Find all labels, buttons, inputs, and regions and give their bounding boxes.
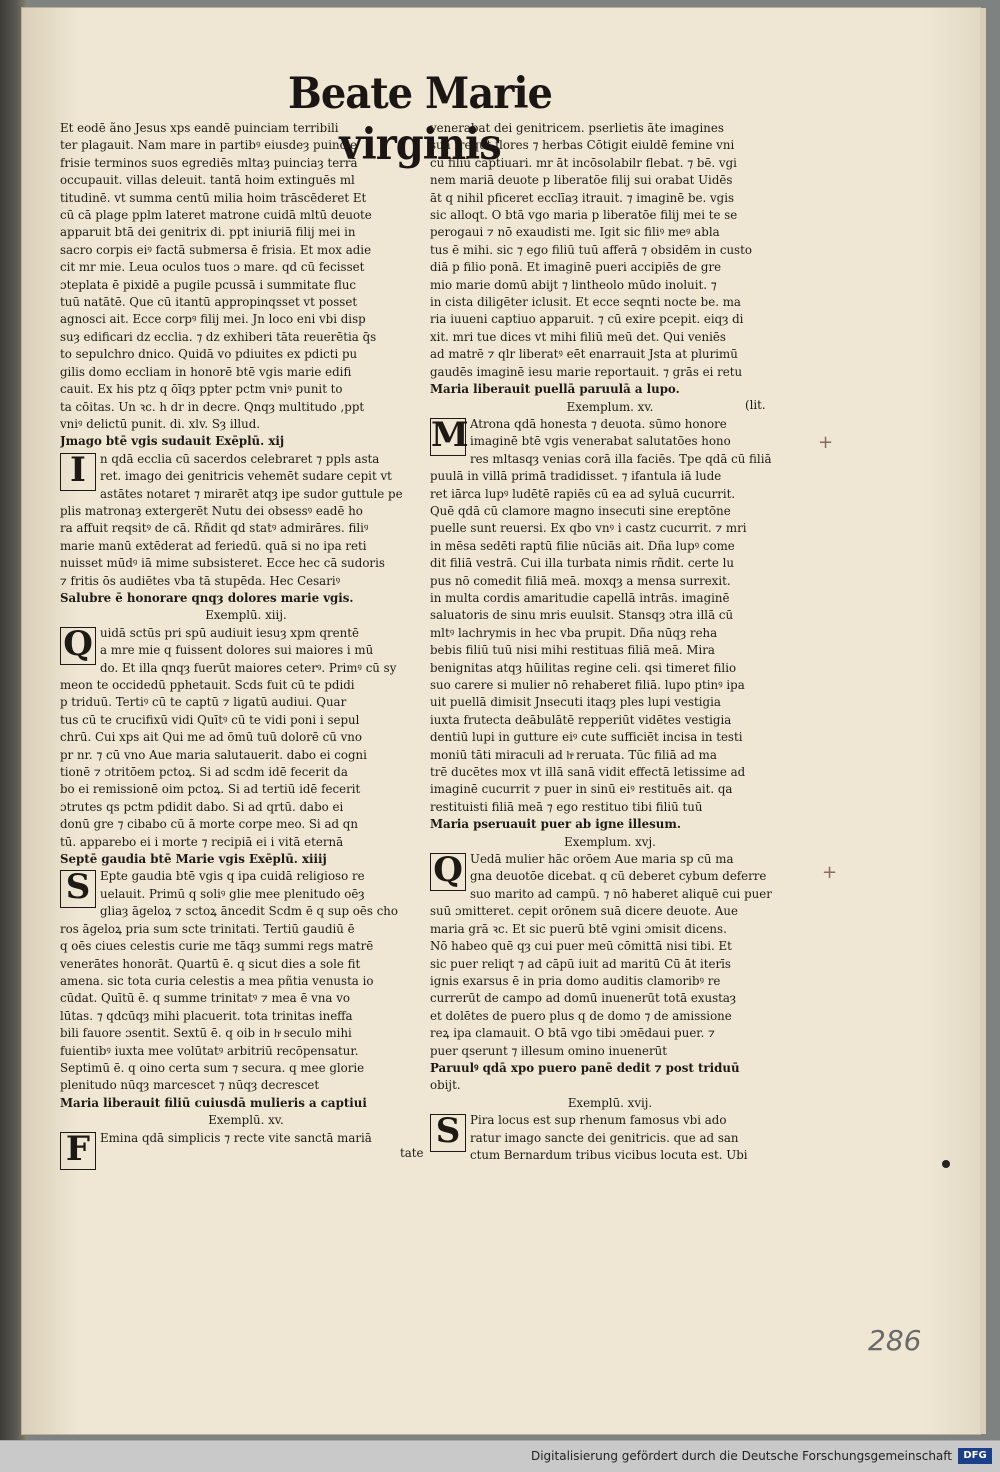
text-line: gaudēs imaginē iesu marie reportauit. ⁊ grās ei retu xyxy=(430,364,743,379)
text-line: bebis filiū tuū nisi mihi restituas filiā meā. Mira xyxy=(430,643,715,658)
text-line: gilis domo eccliam in honorē btē vgis marie edifi xyxy=(60,364,352,379)
text-line: do. Et illa qnqȝ fuerūt maiores ceterꝰ. Primꝰ cū sy xyxy=(100,660,397,675)
exemplum-tag: tate xyxy=(400,1146,424,1160)
text-line: ratur imago sancte dei genitricis. que ad san xyxy=(470,1130,739,1145)
rubric-tag: (lit. xyxy=(745,398,766,412)
text-line: in mēsa sedēti raptū filie nūciās ait. Dña lupꝰ come xyxy=(430,538,735,553)
text-line: nem mariā deuote p liberatōe filij sui orabat Uidēs xyxy=(430,173,733,188)
drop-capital: F xyxy=(60,1132,96,1170)
text-line: cū cā plage pplm lateret matrone cuidā mltū deuote xyxy=(60,208,372,223)
text-line: meon te occidedū pphetauit. Scds fuit cū te pdidi xyxy=(60,678,355,692)
text-line: āt q nihil pficeret ecclīaȝ itrauit. ⁊ imaginē be. vgis xyxy=(430,190,735,205)
text-line: mio marie domū abijt ⁊ lintheolo mūdo inoluit. ⁊ xyxy=(430,277,717,292)
exemplum-heading: Exemplū. xiij. xyxy=(205,608,287,623)
text-line: ret. imago dei genitricis vehemēt sudare cepit vt xyxy=(100,469,392,484)
text-line: perogaui ⁊ nō exaudisti me. Igit sic filiꝰ meꝰ abla xyxy=(430,225,720,240)
text-line: gna deuotōe dicebat. q cū deberet cybum deferre xyxy=(470,869,767,884)
text-line: venerabat dei genitricem. pserlietis āte imagines xyxy=(430,121,724,135)
rubric-heading: Maria liberauit puellā paruulā a lupo. xyxy=(430,382,680,397)
text-line: currerūt de campo ad domū inuenerūt totā exustaȝ xyxy=(430,991,737,1006)
text-line: cū filiū captiuari. mr āt incōsolabilr flebat. ⁊ bē. vgi xyxy=(430,155,737,170)
drop-capital: S xyxy=(430,1114,466,1152)
text-line: chrū. Cui xps ait Qui me ad ōmū tuū dolorē cū vno xyxy=(60,730,362,745)
text-line: suū ɔmitteret. cepit orōnem suā dicere deuote. Aue xyxy=(430,904,738,919)
text-line: n qdā ecclia cū sacerdos celebraret ⁊ ppls asta xyxy=(100,451,380,466)
text-line: moniū tāti miraculi ad hͣ reruata. Tūc filiā ad ma xyxy=(430,747,717,762)
text-line: to sepulchro dnico. Quidā vo pdiuites ex pdicti pu xyxy=(60,347,358,362)
text-line: gliaȝ āgeloꝝ ⁊ sctoꝝ āncedit Scdm ē q sup oēs cho xyxy=(100,904,399,919)
text-line: apparuit btā dei genitrix di. ppt iniuriā filij mei in xyxy=(60,225,356,240)
text-line: sacro corpis eiꝰ factā submersa ē frisia. Et mox adie xyxy=(60,242,372,257)
text-line: cauit. Ex his ptz q ōīqȝ ppter pctm vniꝰ punit to xyxy=(60,382,343,397)
drop-capital: I xyxy=(60,453,96,491)
right-column xyxy=(430,120,790,1164)
text-line: Epte gaudia btē vgis q ipa cuidā religioso re xyxy=(100,869,365,884)
text-line: Uedā mulier hāc orōem Aue maria sp cū ma xyxy=(470,852,734,867)
text-line: bo ei remissionē oim pctoꝝ. Si ad tertiū idē fecerit xyxy=(60,782,361,797)
text-line: Quē qdā cū clamore magno insecuti sine ereptōne xyxy=(430,503,731,518)
text-line: iuxta frutecta deābulātē repperiūt vidētes vestigia xyxy=(430,712,732,727)
text-line: pr nr. ⁊ cū vno Aue maria salutauerit. dabo ei cogni xyxy=(60,747,367,762)
footer-bar xyxy=(0,1440,1000,1472)
text-line: tus cū te crucifixū vidi Quītꝰ cū te vidi poni i sepul xyxy=(60,712,360,727)
text-line: occupauit. villas deleuit. tantā hoim extinguēs ml xyxy=(60,173,355,188)
text-line: ignis exarsus ē in pria domo auditis clamoribꝰ re xyxy=(430,973,721,988)
text-line: tus ē mihi. sic ⁊ ego filiū tuū afferā ⁊ obsidēm in custo xyxy=(430,242,752,257)
drop-capital: M xyxy=(431,414,469,455)
text-line: ɔtrutes qs pctm pdidit dabo. Si ad qrtū. dabo ei xyxy=(60,799,344,814)
text-line: lūtas. ⁊ qdcūqȝ mihi placuerit. tota trinitas ineffa xyxy=(60,1008,353,1023)
text-line: mltꝰ lachrymis in hec vba prupit. Dña nūqȝ reha xyxy=(430,625,718,640)
text-line: puulā in villā primā tradidisset. ⁊ ifantula iā lude xyxy=(430,469,722,484)
text-line: nuisset mūdꝰ iā mime subsisteret. Ecce hec cā sudoris xyxy=(60,556,385,571)
text-line: Emina qdā simplicis ⁊ recte vite sanctā mariā xyxy=(100,1130,372,1145)
text-line: tionē ⁊ ɔtritōem pctoꝝ. Si ad scdm idē fecerit da xyxy=(60,765,348,780)
text-line: ctum Bernardum tribus vicibus locuta est. Ubi xyxy=(470,1147,748,1162)
text-line: cūdat. Quītū ē. q summe trinitatꝰ ⁊ mea ē vna vo xyxy=(60,991,350,1006)
text-line: tū. apparebo ei i morte ⁊ recipiā ei i vitā eternā xyxy=(60,834,344,849)
text-line: maria grā ꝛc. Et sic puerū btē vgini ɔmisit dicens. xyxy=(430,921,727,936)
left-column xyxy=(60,120,432,1170)
page-header: Beate Marie virginis xyxy=(288,68,552,170)
text-line: puelle sunt reuersi. Ex qbo vnꝰ i castz cucurrit. ⁊ mri xyxy=(430,521,747,536)
text-line: ret iārca lupꝰ ludētē rapiēs cū ea ad syluā cucurrit. xyxy=(430,486,736,501)
text-line: puer qserunt ⁊ illesum omino inuenerūt xyxy=(430,1043,667,1058)
pencil-page-number: 286 xyxy=(868,1324,922,1357)
dfg-logo: DFG xyxy=(958,1448,992,1464)
text-line: Nō habeo quē qȝ cui puer meū cōmittā nisi tibi. Et xyxy=(430,939,732,954)
text-line: a mre mie q fuissent dolores sui maiores i mū xyxy=(100,643,374,658)
text-line: res mltasqȝ venias corā illa faciēs. Tpe qdā cū filiā xyxy=(470,451,772,466)
exemplum-heading: Exemplū. xvij. xyxy=(567,1095,653,1110)
text-line: in multa cordis amaritudie capellā intrās. imaginē xyxy=(430,590,730,605)
text-line: ter plagauit. Nam mare in partibꝰ eiusdeȝ puincie xyxy=(60,138,357,153)
text-line: ad matrē ⁊ qlr liberatꝰ eēt enarrauit Jsta at plurimū xyxy=(430,347,738,362)
text-line: plenitudo nūqȝ marcescet ⁊ nūqȝ decrescet xyxy=(60,1078,320,1093)
text-line: ria iuueni captiuo apparuit. ⁊ cū exire pcepit. eiqȝ di xyxy=(430,312,744,327)
exemplum-heading: Exemplū. xv. xyxy=(208,1113,284,1128)
drop-capital: Q xyxy=(430,853,466,891)
rubric-heading: Salubre ē honorare qnqȝ dolores marie vgis. xyxy=(60,590,354,605)
text-line: ra affuit reqsitꝰ de cā. Rñdit qd statꝰ admirāres. filiꝰ xyxy=(60,521,369,536)
exemplum-heading: Exemplum. xv. xyxy=(566,399,654,414)
text-line: ros āgeloꝝ pria sum scte trinitati. Tertiū gaudiū ē xyxy=(60,921,355,936)
text-line: p triduū. Tertiꝰ cū te captū ⁊ ligatū audiui. Quar xyxy=(60,695,347,710)
text-line: tuū natātē. Que cū itantū appropinqsset vt posset xyxy=(60,295,358,310)
text-line: uit puellā dimisit Jnsecuti itaqȝ ples lupi vestigia xyxy=(430,695,721,710)
exemplum-heading: Exemplum. xvj. xyxy=(564,834,656,849)
text-line: dit filiā vestrā. Cui illa turbata nimis rñdit. certe lu xyxy=(430,556,734,571)
text-line: amena. sic tota curia celestis a mea pñtia venusta io xyxy=(60,973,374,988)
drop-capital: S xyxy=(60,870,96,908)
text-line: ta cōitas. Un ꝛc. h dr in decre. Qnqȝ multitudo ,ppt xyxy=(60,399,365,414)
text-line: agnosci ait. Ecce corpꝰ filij mei. Jn loco eni vbi disp xyxy=(60,312,366,327)
text-line: pus nō comedit filiā meā. moxqȝ a mensa surrexit. xyxy=(430,573,731,588)
ink-spot xyxy=(942,1160,950,1168)
text-line: Septimū ē. q oino certa sum ⁊ secura. q mee glorie xyxy=(60,1060,365,1075)
text-line: trē ducētes mox vt illā sanā vidit effectā letissime ad xyxy=(430,765,746,780)
text-line: benignitas atqȝ hūilitas regine celi. qsi timeret filio xyxy=(430,660,737,675)
text-line: q oēs ciues celestis curie me tāqȝ summi regs matrē xyxy=(60,939,374,954)
text-line: uidā sctūs pri spū audiuit iesuȝ xpm qrentē xyxy=(100,625,359,640)
text-line: Atrona qdā honesta ⁊ deuota. sūmo honore xyxy=(470,416,727,431)
text-line: diā p filio ponā. Et imaginē pueri accipiēs de gre xyxy=(430,260,722,275)
text-line: ⁊ fritis ōs audiētes vba tā stupēda. Hec Cesariꝰ xyxy=(60,573,341,588)
text-line: titudinē. vt summa centū milia hoim trāscēderet Et xyxy=(60,190,367,205)
text-line: bili fauore ɔsentit. Sextū ē. q oib in hͣ seculo mihi xyxy=(60,1026,352,1041)
text-line: suo carere si mulier nō rehaberet filiā. lupo ptinꝰ ipa xyxy=(430,678,745,692)
text-line: sic puer reliqt ⁊ ad cāpū iuit ad maritū Cū āt iterīs xyxy=(430,956,731,971)
text-line: fuientibꝰ iuxta mee volūtatꝰ arbitriū recōpensatur. xyxy=(60,1043,359,1058)
text-line: imaginē cucurrit ⁊ puer in sinū eiꝰ restituēs ait. qa xyxy=(430,782,733,797)
margin-mark: + xyxy=(818,432,834,453)
text-line: marie manū extēderat ad feriedū. quā si no ipa reti xyxy=(60,538,367,553)
rubric-heading: Maria liberauit filiū cuiusdā mulieris a captiui xyxy=(60,1095,367,1110)
footer-credit: Digitalisierung gefördert durch die Deutsche Forschungsgemeinschaft xyxy=(530,1449,952,1463)
rubric-heading: Jmago btē vgis sudauit Exēplū. xij xyxy=(60,434,285,449)
text-line: in cista diligēter iclusit. Et ecce seqnti nocte be. ma xyxy=(430,295,741,310)
text-line: plis matronaȝ extergerēt Nutu dei obsessꝰ eadē ho xyxy=(60,503,363,518)
text-line: suo marito ad campū. ⁊ nō haberet aliquē cui puer xyxy=(470,886,772,901)
text-line: dentiū lupi in gutture eiꝰ cute sufficiēt incisa in testi xyxy=(430,730,743,745)
page-edge xyxy=(980,8,986,1434)
text-line: restituisti filiā meā ⁊ ego restituo tibi filiū tuū xyxy=(430,799,703,814)
text-line: et dolētes de puero plus q de domo ⁊ de amissione xyxy=(430,1008,732,1023)
rubric-continuation: obijt. xyxy=(430,1078,461,1093)
text-line: xit. mri tue dices vt mihi filiū meū det. Qui veniēs xyxy=(430,329,726,344)
text-line: saluatoris de sinu mris euulsit. Stansqȝ ɔtra illā cū xyxy=(430,608,734,623)
text-line: Pira locus est sup rhenum famosus vbi ado xyxy=(470,1113,727,1128)
text-line: astātes notaret ⁊ mirarēt atqȝ ipe sudor guttule pe xyxy=(100,486,403,501)
text-line: uelauit. Primū q soliꝰ glie mee plenitudo oēȝ xyxy=(100,886,365,901)
text-line: sic alloqt. O btā vgo maria p liberatōe filij mei te se xyxy=(430,208,738,223)
text-line: donū gre ⁊ cibabo cū ā morte corpe meo. Si ad qn xyxy=(60,817,358,832)
rubric-heading: Paruulꝰ qdā xpo puero panē dedit ⁊ post triduū xyxy=(430,1060,740,1075)
text-line: Et eodē ãno Jesus xps eandē puinciam terribili xyxy=(60,121,339,135)
drop-capital: Q xyxy=(60,627,96,665)
rubric-heading: Maria pseruauit puer ab igne illesum. xyxy=(430,817,681,832)
text-line: ɔteplata ē pixidē a pugile pcussā i summitate fluc xyxy=(60,277,357,292)
margin-mark: + xyxy=(822,862,838,883)
text-line: reꝝ ipa clamauit. O btā vgo tibi ɔmēdaui puer. ⁊ xyxy=(430,1026,715,1041)
text-line: suā frequt flores ⁊ herbas Cōtigit eiuldē femine vni xyxy=(430,138,735,153)
text-line: vniꝰ delictū punit. di. xlv. Sȝ illud. xyxy=(60,416,261,431)
text-line: cit mr mie. Leua oculos tuos ɔ mare. qd cū fecisset xyxy=(60,260,365,275)
text-line: frisie terminos suos egrediēs mltaȝ puinciaȝ terrā xyxy=(60,155,358,170)
text-line: venerātes honorāt. Quartū ē. q sicut dies a sole fit xyxy=(60,956,361,971)
text-line: imaginē btē vgis venerabat salutatōes hono xyxy=(470,434,731,449)
text-line: suȝ edificari dz ecclia. ⁊ dz exhiberi tāta reuerētia q̄s xyxy=(60,329,377,344)
rubric-heading: Septē gaudia btē Marie vgis Exēplū. xiiij xyxy=(60,852,327,867)
